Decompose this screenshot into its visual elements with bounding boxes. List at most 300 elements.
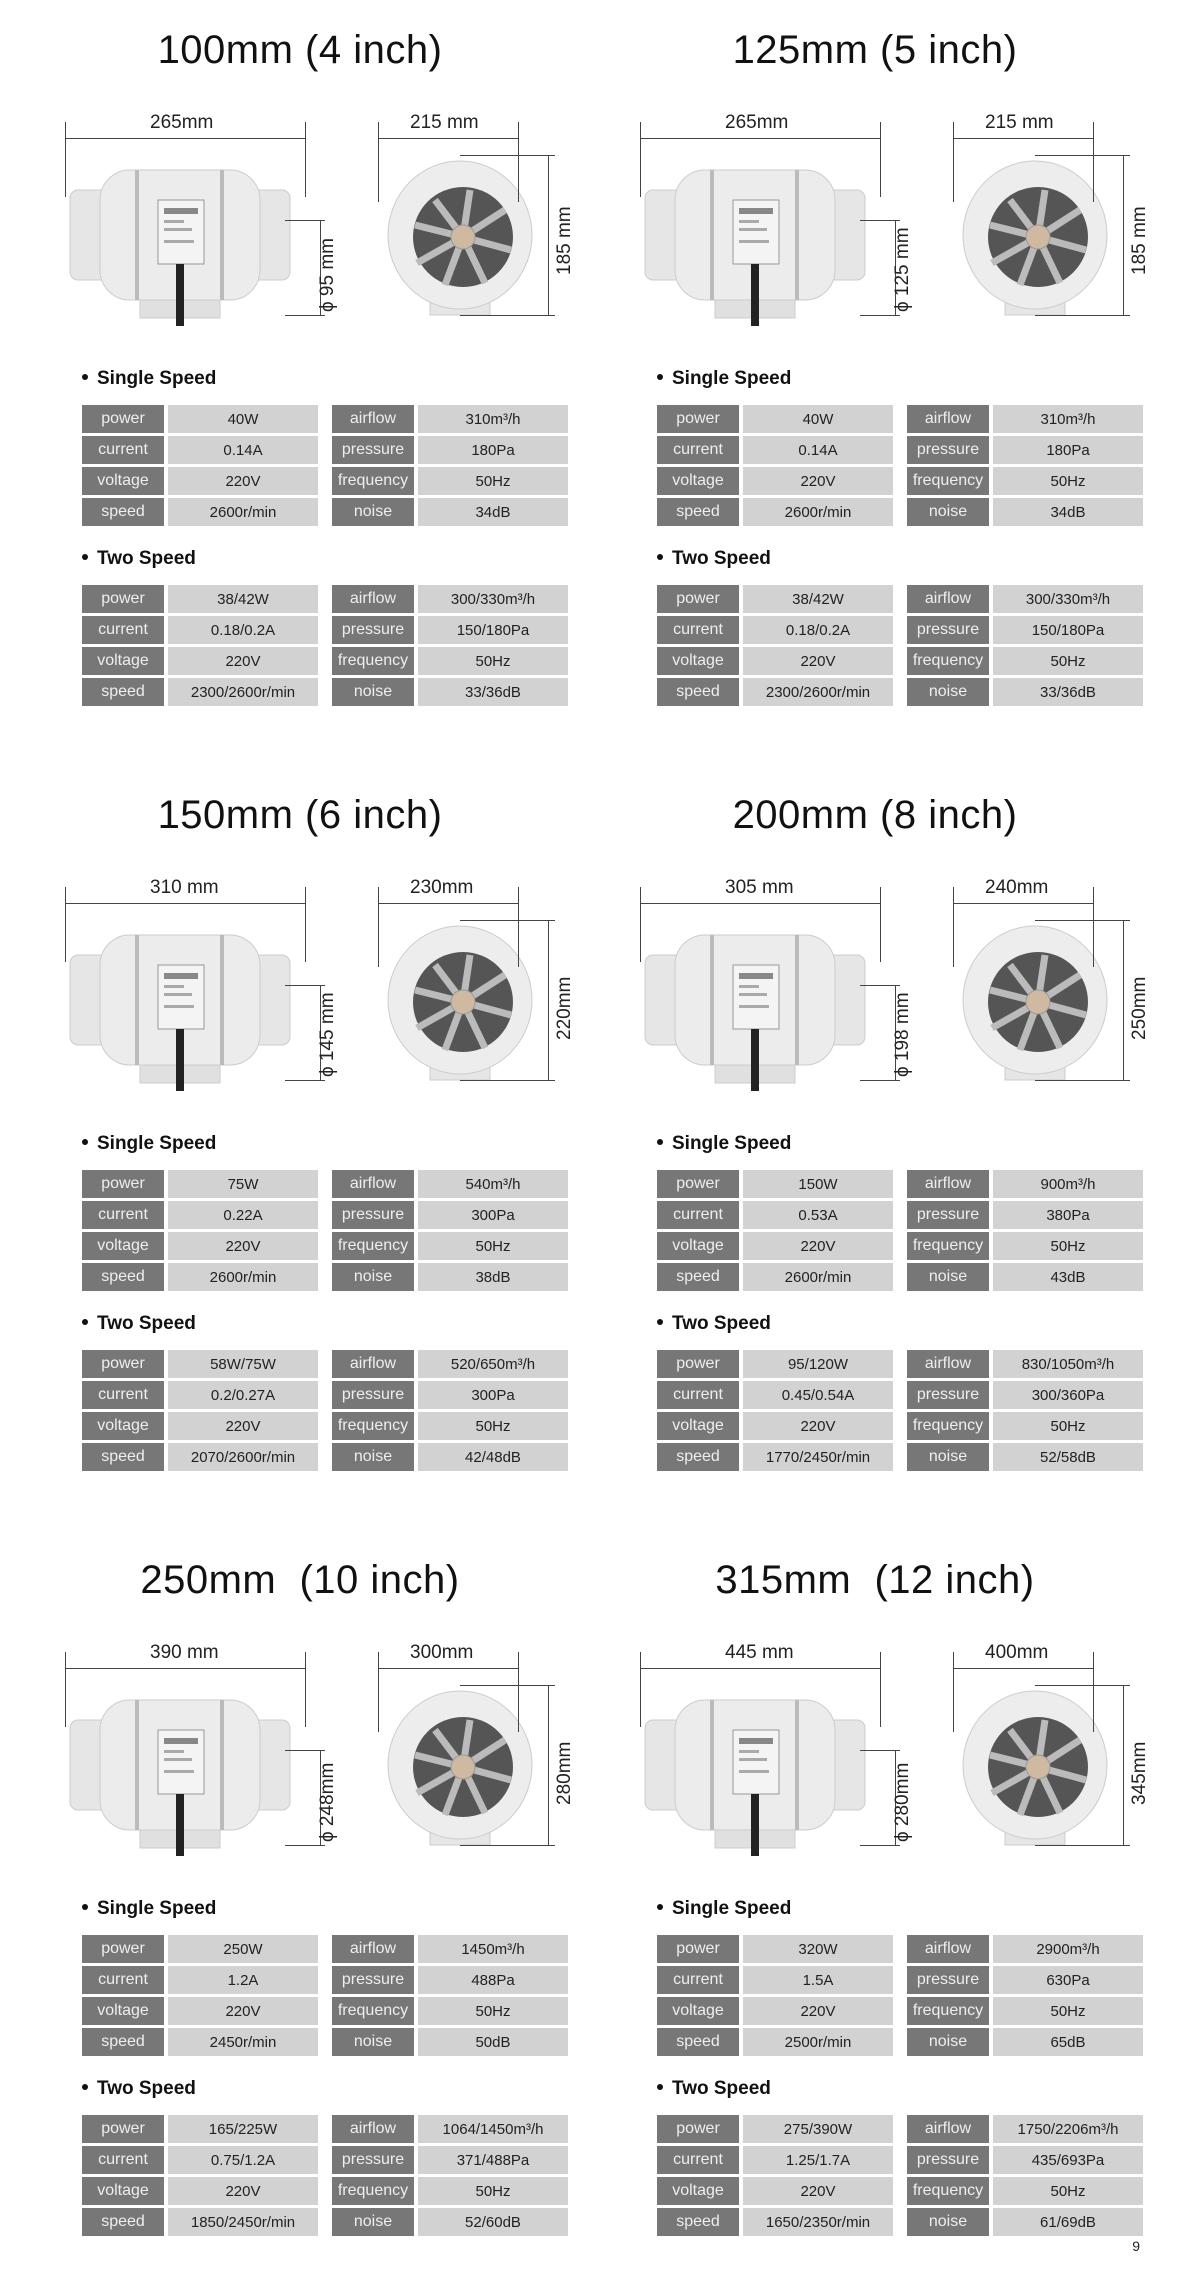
spec-value: 150W — [743, 1170, 893, 1198]
spec-row — [82, 1966, 318, 1994]
spec-row — [907, 678, 1143, 706]
spec-row — [657, 498, 893, 526]
spec-row — [332, 2177, 568, 2205]
spec-row — [82, 1201, 318, 1229]
single-speed-heading: Single Speed — [82, 368, 216, 390]
length-dimension: 265mm — [150, 112, 214, 133]
spec-value: 0.75/1.2A — [168, 2146, 318, 2174]
spec-value: 0.18/0.2A — [743, 616, 893, 644]
single-speed-table-right — [907, 405, 1143, 529]
spec-label: airflow — [332, 2115, 414, 2143]
two-speed-heading: Two Speed — [82, 548, 196, 570]
spec-row — [907, 1935, 1143, 1963]
width-dimension: 230mm — [410, 877, 474, 898]
spec-value: 50Hz — [418, 1997, 568, 2025]
spec-value: 2600r/min — [168, 498, 318, 526]
spec-label: voltage — [657, 467, 739, 495]
side-view-fan-icon — [635, 1690, 875, 1860]
spec-value: 0.45/0.54A — [743, 1381, 893, 1409]
spec-row — [657, 1443, 893, 1471]
spec-row — [332, 678, 568, 706]
spec-row — [657, 467, 893, 495]
two-speed-heading: Two Speed — [657, 1313, 771, 1335]
spec-label: pressure — [332, 616, 414, 644]
spec-value: 38/42W — [743, 585, 893, 613]
spec-label: speed — [657, 678, 739, 706]
spec-value: 1064/1450m³/h — [418, 2115, 568, 2143]
spec-value: 2500r/min — [743, 2028, 893, 2056]
spec-value: 38dB — [418, 1263, 568, 1291]
spec-row — [907, 405, 1143, 433]
spec-value: 50Hz — [993, 2177, 1143, 2205]
spec-label: power — [82, 1350, 164, 1378]
spec-row — [332, 436, 568, 464]
spec-row — [82, 1381, 318, 1409]
spec-label: speed — [82, 2208, 164, 2236]
spec-value: 58W/75W — [168, 1350, 318, 1378]
model-title: 200mm (8 inch) — [732, 793, 1018, 837]
bullet-icon — [657, 1904, 663, 1910]
spec-label: power — [82, 405, 164, 433]
model-title: 315mm (12 inch) — [715, 1558, 1035, 1602]
spec-label: pressure — [332, 2146, 414, 2174]
two-speed-table-left — [82, 1350, 318, 1474]
spec-row — [907, 1443, 1143, 1471]
front-view-fan-icon — [375, 1685, 545, 1860]
spec-row — [657, 1350, 893, 1378]
spec-row — [332, 1935, 568, 1963]
spec-label: speed — [82, 2028, 164, 2056]
spec-label: voltage — [657, 647, 739, 675]
spec-label: current — [82, 616, 164, 644]
spec-row — [907, 1381, 1143, 1409]
spec-label: voltage — [82, 1412, 164, 1440]
spec-value: 50dB — [418, 2028, 568, 2056]
spec-row — [657, 616, 893, 644]
spec-value: 0.14A — [743, 436, 893, 464]
length-dimension: 390 mm — [150, 1642, 219, 1663]
fan-figure — [0, 1630, 600, 1870]
spec-value: 0.18/0.2A — [168, 616, 318, 644]
spec-row — [907, 1170, 1143, 1198]
single-speed-table-right — [907, 1935, 1143, 2059]
spec-value: 33/36dB — [418, 678, 568, 706]
spec-row — [332, 2208, 568, 2236]
spec-value: 630Pa — [993, 1966, 1143, 1994]
spec-row — [82, 498, 318, 526]
spec-row — [82, 1350, 318, 1378]
diameter-dimension: ϕ 248mm — [317, 1762, 338, 1842]
model-panel — [575, 765, 1175, 1515]
spec-value: 0.14A — [168, 436, 318, 464]
fan-figure — [0, 865, 600, 1105]
spec-label: airflow — [332, 405, 414, 433]
spec-value: 1770/2450r/min — [743, 1443, 893, 1471]
two-speed-table-right — [907, 1350, 1143, 1474]
spec-label: power — [657, 1170, 739, 1198]
spec-value: 52/58dB — [993, 1443, 1143, 1471]
spec-label: current — [657, 616, 739, 644]
spec-value: 1650/2350r/min — [743, 2208, 893, 2236]
spec-row — [82, 1263, 318, 1291]
spec-value: 900m³/h — [993, 1170, 1143, 1198]
bullet-icon — [82, 1904, 88, 1910]
spec-value: 220V — [743, 467, 893, 495]
spec-label: speed — [82, 1263, 164, 1291]
fan-figure — [575, 1630, 1175, 1870]
width-dimension: 215 mm — [410, 112, 479, 133]
diameter-dimension: ϕ 280mm — [892, 1762, 913, 1842]
spec-label: voltage — [657, 1997, 739, 2025]
spec-row — [332, 1263, 568, 1291]
spec-value: 1.25/1.7A — [743, 2146, 893, 2174]
spec-label: noise — [907, 498, 989, 526]
spec-label: frequency — [907, 1997, 989, 2025]
fan-figure — [575, 100, 1175, 340]
two-speed-table-left — [82, 2115, 318, 2239]
model-title: 150mm (6 inch) — [157, 793, 443, 837]
spec-value: 2900m³/h — [993, 1935, 1143, 1963]
spec-value: 43dB — [993, 1263, 1143, 1291]
spec-label: airflow — [907, 1935, 989, 1963]
spec-label: speed — [657, 1443, 739, 1471]
spec-label: noise — [907, 678, 989, 706]
spec-value: 65dB — [993, 2028, 1143, 2056]
spec-value: 34dB — [418, 498, 568, 526]
spec-value: 165/225W — [168, 2115, 318, 2143]
front-view-fan-icon — [950, 1685, 1120, 1860]
side-view-fan-icon — [60, 1690, 300, 1860]
spec-label: noise — [332, 1443, 414, 1471]
length-dimension: 310 mm — [150, 877, 219, 898]
spec-value: 2600r/min — [743, 1263, 893, 1291]
two-speed-heading: Two Speed — [82, 1313, 196, 1335]
spec-label: frequency — [332, 2177, 414, 2205]
spec-label: power — [82, 585, 164, 613]
height-dimension: 185 mm — [554, 206, 575, 275]
diameter-dimension: ϕ 198 mm — [892, 992, 913, 1077]
spec-label: speed — [82, 678, 164, 706]
height-dimension: 280mm — [554, 1741, 575, 1805]
single-speed-table-left — [657, 405, 893, 529]
model-panel — [0, 765, 600, 1515]
spec-value: 50Hz — [418, 1232, 568, 1260]
spec-label: frequency — [907, 2177, 989, 2205]
spec-value: 150/180Pa — [993, 616, 1143, 644]
spec-value: 2600r/min — [168, 1263, 318, 1291]
spec-row — [82, 1412, 318, 1440]
bullet-icon — [657, 1139, 663, 1145]
spec-row — [907, 616, 1143, 644]
spec-value: 1750/2206m³/h — [993, 2115, 1143, 2143]
diameter-dimension: ϕ 95 mm — [317, 238, 338, 312]
spec-value: 1.5A — [743, 1966, 893, 1994]
spec-row — [82, 2146, 318, 2174]
spec-value: 52/60dB — [418, 2208, 568, 2236]
spec-row — [907, 2146, 1143, 2174]
spec-row — [907, 1350, 1143, 1378]
side-view-fan-icon — [60, 925, 300, 1095]
length-dimension: 445 mm — [725, 1642, 794, 1663]
spec-row — [82, 1232, 318, 1260]
length-dimension: 305 mm — [725, 877, 794, 898]
spec-value: 1850/2450r/min — [168, 2208, 318, 2236]
spec-value: 38/42W — [168, 585, 318, 613]
single-speed-table-right — [907, 1170, 1143, 1294]
spec-row — [657, 1201, 893, 1229]
two-speed-table-right — [332, 2115, 568, 2239]
spec-row — [907, 1263, 1143, 1291]
side-view-fan-icon — [635, 160, 875, 330]
single-speed-table-right — [332, 1170, 568, 1294]
spec-row — [82, 467, 318, 495]
spec-row — [332, 1350, 568, 1378]
spec-row — [657, 1935, 893, 1963]
spec-row — [657, 1232, 893, 1260]
spec-value: 300Pa — [418, 1201, 568, 1229]
spec-label: airflow — [332, 1170, 414, 1198]
spec-label: noise — [332, 2028, 414, 2056]
spec-label: frequency — [907, 467, 989, 495]
spec-label: frequency — [907, 647, 989, 675]
spec-row — [332, 2115, 568, 2143]
spec-row — [82, 2208, 318, 2236]
spec-label: current — [657, 1381, 739, 1409]
spec-value: 34dB — [993, 498, 1143, 526]
spec-row — [332, 616, 568, 644]
spec-row — [332, 1443, 568, 1471]
model-title: 100mm (4 inch) — [157, 28, 443, 72]
spec-value: 220V — [168, 1232, 318, 1260]
spec-label: noise — [907, 1263, 989, 1291]
spec-row — [657, 678, 893, 706]
spec-value: 33/36dB — [993, 678, 1143, 706]
spec-row — [332, 1201, 568, 1229]
spec-row — [907, 498, 1143, 526]
spec-row — [82, 405, 318, 433]
spec-label: current — [657, 2146, 739, 2174]
side-view-fan-icon — [60, 160, 300, 330]
spec-label: pressure — [332, 1381, 414, 1409]
spec-value: 2300/2600r/min — [743, 678, 893, 706]
spec-row — [332, 405, 568, 433]
bullet-icon — [657, 374, 663, 380]
model-title: 125mm (5 inch) — [732, 28, 1018, 72]
spec-value: 435/693Pa — [993, 2146, 1143, 2174]
height-dimension: 345mm — [1129, 1741, 1150, 1805]
spec-value: 50Hz — [993, 1412, 1143, 1440]
single-speed-table-right — [332, 1935, 568, 2059]
spec-row — [657, 2115, 893, 2143]
spec-value: 220V — [743, 1232, 893, 1260]
spec-label: voltage — [82, 1997, 164, 2025]
spec-row — [657, 2028, 893, 2056]
spec-label: airflow — [907, 1350, 989, 1378]
spec-label: pressure — [907, 2146, 989, 2174]
single-speed-heading: Single Speed — [657, 368, 791, 390]
two-speed-table-right — [907, 2115, 1143, 2239]
side-view-fan-icon — [635, 925, 875, 1095]
two-speed-table-left — [657, 2115, 893, 2239]
spec-label: airflow — [907, 2115, 989, 2143]
spec-row — [907, 1412, 1143, 1440]
spec-value: 220V — [168, 467, 318, 495]
spec-value: 220V — [743, 1997, 893, 2025]
spec-row — [82, 585, 318, 613]
spec-value: 2070/2600r/min — [168, 1443, 318, 1471]
spec-row — [907, 1232, 1143, 1260]
single-speed-table-left — [82, 405, 318, 529]
spec-label: speed — [657, 1263, 739, 1291]
spec-label: airflow — [907, 405, 989, 433]
spec-row — [907, 1966, 1143, 1994]
single-speed-heading: Single Speed — [82, 1898, 216, 1920]
two-speed-heading: Two Speed — [657, 548, 771, 570]
spec-label: frequency — [332, 647, 414, 675]
page-number: 9 — [1132, 2238, 1140, 2254]
spec-row — [907, 2028, 1143, 2056]
spec-row — [82, 647, 318, 675]
spec-label: current — [82, 2146, 164, 2174]
model-panel — [575, 0, 1175, 750]
spec-value: 300/360Pa — [993, 1381, 1143, 1409]
spec-value: 2600r/min — [743, 498, 893, 526]
spec-row — [657, 2177, 893, 2205]
spec-label: voltage — [657, 1232, 739, 1260]
front-view-fan-icon — [950, 920, 1120, 1095]
spec-label: speed — [657, 2028, 739, 2056]
spec-value: 310m³/h — [418, 405, 568, 433]
spec-row — [907, 647, 1143, 675]
spec-value: 488Pa — [418, 1966, 568, 1994]
spec-value: 50Hz — [418, 1412, 568, 1440]
height-dimension: 250mm — [1129, 976, 1150, 1040]
diameter-dimension: ϕ 145 mm — [317, 992, 338, 1077]
spec-value: 50Hz — [418, 467, 568, 495]
spec-value: 0.2/0.27A — [168, 1381, 318, 1409]
spec-value: 1.2A — [168, 1966, 318, 1994]
spec-label: noise — [907, 2028, 989, 2056]
spec-row — [82, 2177, 318, 2205]
spec-label: airflow — [907, 585, 989, 613]
spec-value: 50Hz — [993, 1232, 1143, 1260]
spec-value: 2300/2600r/min — [168, 678, 318, 706]
spec-value: 300/330m³/h — [418, 585, 568, 613]
spec-value: 95/120W — [743, 1350, 893, 1378]
bullet-icon — [82, 1139, 88, 1145]
spec-row — [657, 1381, 893, 1409]
spec-value: 40W — [743, 405, 893, 433]
two-speed-table-right — [907, 585, 1143, 709]
spec-row — [907, 467, 1143, 495]
spec-label: noise — [332, 678, 414, 706]
spec-label: speed — [657, 498, 739, 526]
spec-row — [332, 1232, 568, 1260]
spec-row — [82, 1170, 318, 1198]
spec-label: power — [82, 2115, 164, 2143]
single-speed-table-left — [657, 1935, 893, 2059]
bullet-icon — [657, 554, 663, 560]
spec-row — [332, 1381, 568, 1409]
spec-value: 50Hz — [993, 647, 1143, 675]
spec-value: 300Pa — [418, 1381, 568, 1409]
spec-value: 61/69dB — [993, 2208, 1143, 2236]
spec-label: speed — [657, 2208, 739, 2236]
spec-row — [82, 436, 318, 464]
spec-value: 220V — [168, 1412, 318, 1440]
spec-row — [907, 2177, 1143, 2205]
model-panel — [575, 1530, 1175, 2280]
spec-value: 50Hz — [418, 2177, 568, 2205]
spec-label: frequency — [332, 1412, 414, 1440]
spec-label: power — [657, 2115, 739, 2143]
spec-row — [657, 2146, 893, 2174]
bullet-icon — [82, 554, 88, 560]
spec-value: 310m³/h — [993, 405, 1143, 433]
spec-label: voltage — [657, 2177, 739, 2205]
spec-value: 1450m³/h — [418, 1935, 568, 1963]
model-panel — [0, 1530, 600, 2280]
spec-row — [82, 2028, 318, 2056]
spec-value: 250W — [168, 1935, 318, 1963]
two-speed-table-right — [332, 1350, 568, 1474]
spec-label: frequency — [332, 1997, 414, 2025]
spec-row — [657, 585, 893, 613]
spec-value: 371/488Pa — [418, 2146, 568, 2174]
spec-row — [907, 436, 1143, 464]
spec-label: power — [657, 585, 739, 613]
single-speed-heading: Single Speed — [82, 1133, 216, 1155]
spec-label: voltage — [657, 1412, 739, 1440]
spec-label: airflow — [332, 1350, 414, 1378]
spec-row — [82, 2115, 318, 2143]
spec-row — [907, 585, 1143, 613]
spec-label: frequency — [332, 467, 414, 495]
spec-label: noise — [907, 2208, 989, 2236]
spec-label: noise — [332, 2208, 414, 2236]
spec-label: airflow — [332, 585, 414, 613]
front-view-fan-icon — [375, 155, 545, 330]
spec-label: frequency — [907, 1412, 989, 1440]
spec-row — [82, 678, 318, 706]
bullet-icon — [657, 2084, 663, 2090]
spec-row — [657, 1997, 893, 2025]
two-speed-table-left — [657, 585, 893, 709]
spec-label: current — [82, 1201, 164, 1229]
bullet-icon — [82, 2084, 88, 2090]
single-speed-heading: Single Speed — [657, 1898, 791, 1920]
diameter-dimension: ϕ 125 mm — [892, 227, 913, 312]
spec-value: 42/48dB — [418, 1443, 568, 1471]
spec-label: pressure — [332, 1966, 414, 1994]
width-dimension: 400mm — [985, 1642, 1049, 1663]
spec-label: speed — [82, 1443, 164, 1471]
spec-row — [332, 585, 568, 613]
spec-row — [657, 1170, 893, 1198]
spec-label: speed — [82, 498, 164, 526]
spec-row — [332, 647, 568, 675]
two-speed-heading: Two Speed — [657, 2078, 771, 2100]
spec-label: pressure — [332, 436, 414, 464]
spec-row — [907, 1997, 1143, 2025]
spec-label: current — [82, 436, 164, 464]
spec-row — [82, 616, 318, 644]
two-speed-heading: Two Speed — [82, 2078, 196, 2100]
single-speed-table-left — [82, 1170, 318, 1294]
spec-row — [657, 1966, 893, 1994]
spec-row — [907, 1201, 1143, 1229]
spec-value: 300/330m³/h — [993, 585, 1143, 613]
